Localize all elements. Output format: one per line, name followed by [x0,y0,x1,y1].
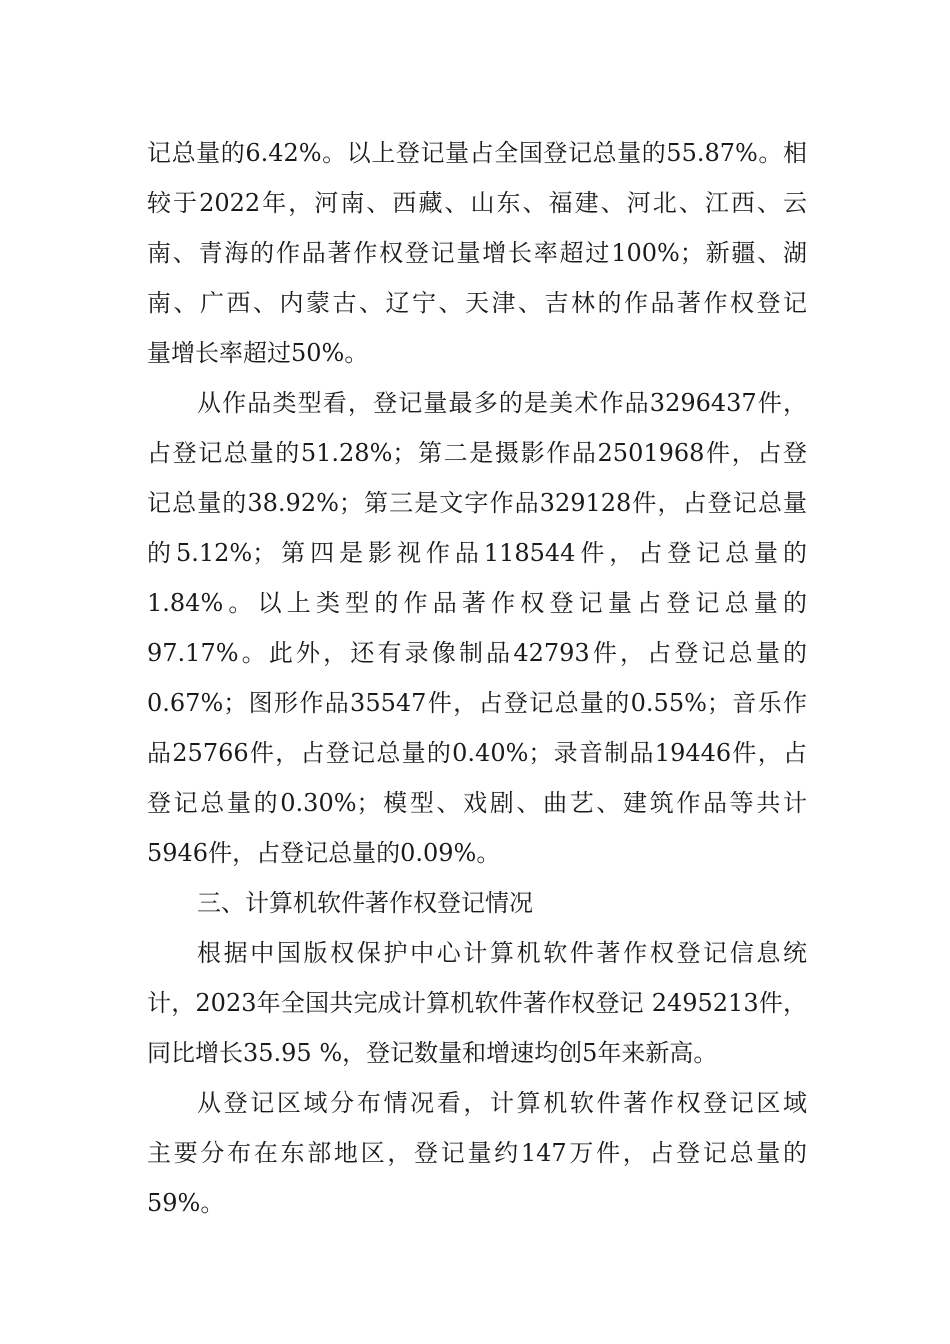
paragraph-line: 59%。 [147,1189,225,1217]
paragraph-line: 南、广西、内蒙古、辽宁、天津、吉林的作品著作权登记 [147,289,807,317]
paragraph-line: 的5.12%；第四是影视作品118544件，占登记总量的 [147,539,807,567]
paragraph-line: 较于2022年，河南、西藏、山东、福建、河北、江西、云 [147,189,807,217]
paragraph-line: 占登记总量的51.28%；第二是摄影作品2501968件，占登 [147,439,807,467]
paragraph-line: 计，2023年全国共完成计算机软件著作权登记 2495213件， [147,989,807,1017]
paragraph-line: 同比增长35.95 %，登记数量和增速均创5年来新高。 [147,1039,718,1067]
paragraph-line: 1.84%。以上类型的作品著作权登记量占登记总量的 [147,589,807,617]
paragraph-line: 品25766件，占登记总量的0.40%；录音制品19446件，占 [147,739,807,767]
paragraph-line: 记总量的38.92%；第三是文字作品329128件，占登记总量 [147,489,807,517]
paragraph-line: 从登记区域分布情况看，计算机软件著作权登记区域 [197,1089,807,1117]
paragraph-line: 从作品类型看，登记量最多的是美术作品3296437件， [197,389,807,417]
paragraph-line: 南、青海的作品著作权登记量增长率超过100%；新疆、湖 [147,239,807,267]
paragraph-line: 0.67%；图形作品35547件，占登记总量的0.55%；音乐作 [147,689,807,717]
paragraph-line: 主要分布在东部地区，登记量约147万件，占登记总量的 [147,1139,807,1167]
paragraph-line: 根据中国版权保护中心计算机软件著作权登记信息统 [197,939,807,967]
body-text [147,128,807,1228]
paragraph-line: 5946件，占登记总量的0.09%。 [147,839,501,867]
paragraph-line: 登记总量的0.30%；模型、戏剧、曲艺、建筑作品等共计 [147,789,807,817]
paragraph-line: 97.17%。此外，还有录像制品42793件，占登记总量的 [147,639,807,667]
paragraph-line: 量增长率超过50%。 [147,339,369,367]
paragraph-line: 记总量的6.42%。以上登记量占全国登记总量的55.87%。相 [147,139,807,167]
section-heading: 三、计算机软件著作权登记情况 [197,889,533,917]
